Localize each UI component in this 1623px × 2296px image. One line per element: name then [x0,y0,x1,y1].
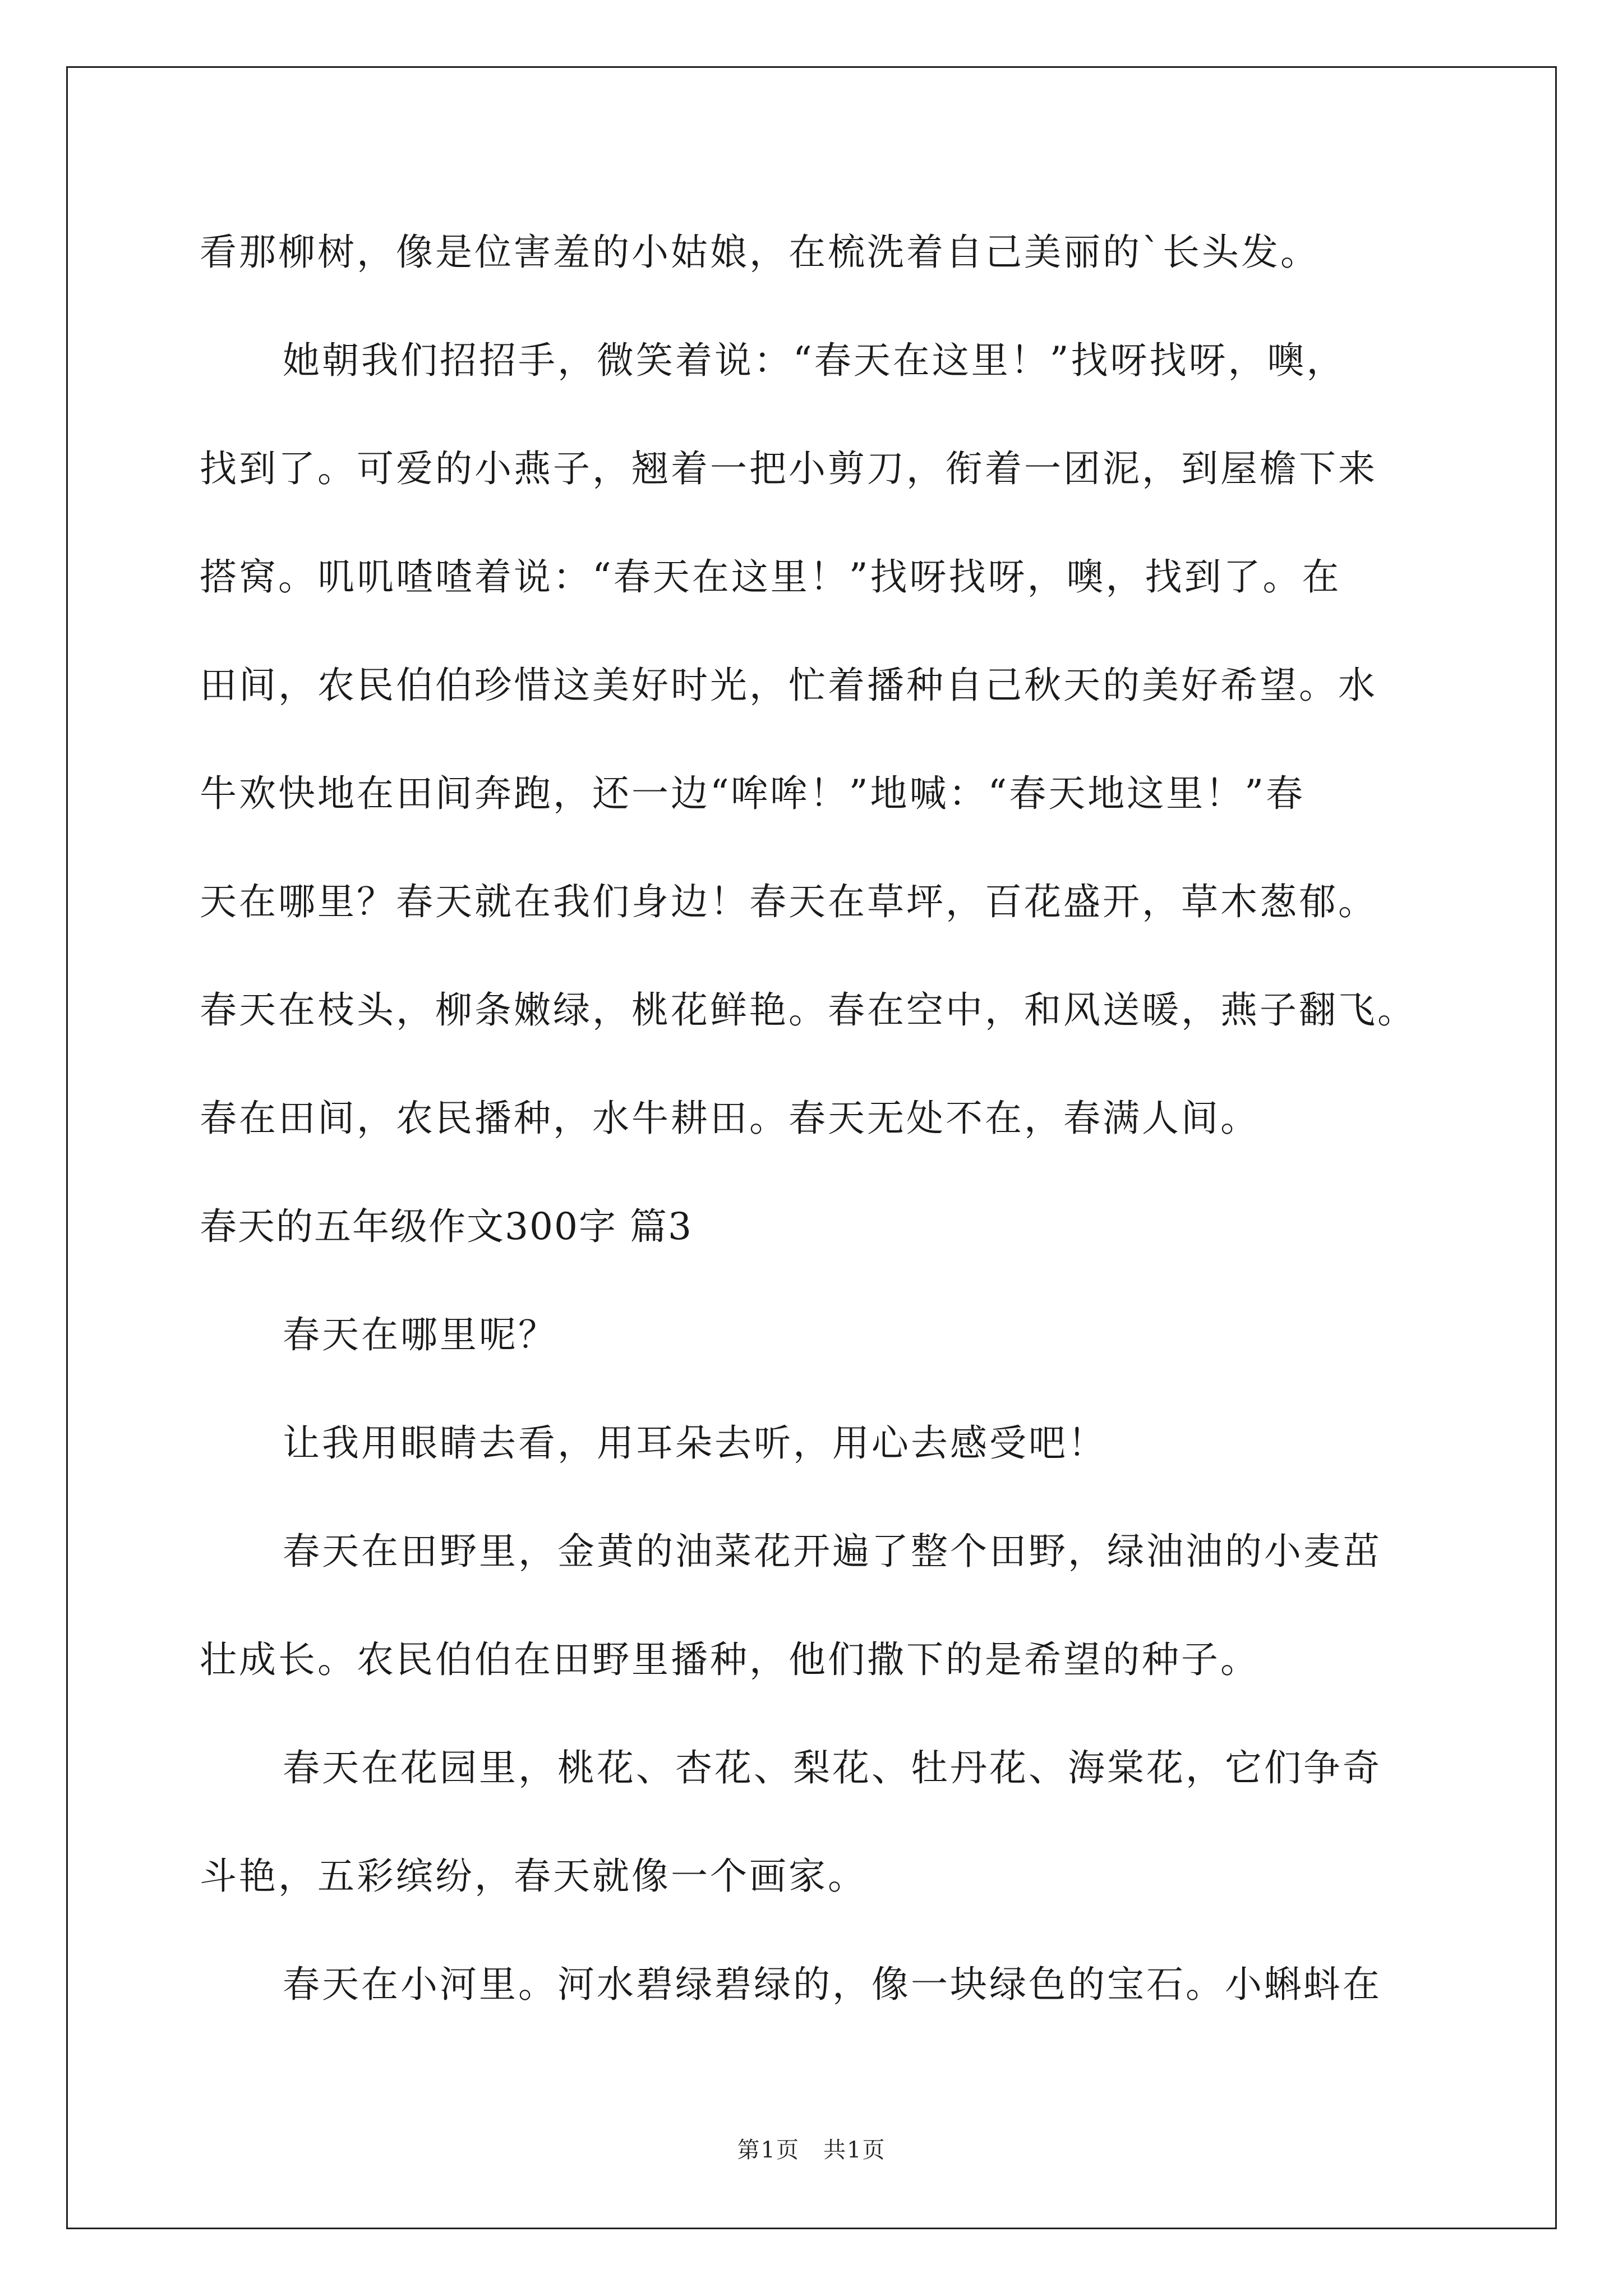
section-heading: 春天的五年级作文300字 篇3 [200,1205,693,1248]
paragraph-line: 田间，农民伯伯珍惜这美好时光，忙着播种自己秋天的美好希望。水 [200,664,1377,707]
paragraph-line: 她朝我们招招手，微笑着说：“春天在这里！”找呀找呀，噢， [283,339,1346,382]
page-footer: 第1页 共1页 [737,2137,886,2163]
paragraph-line: 春天在哪里呢？ [283,1313,557,1356]
paragraph-line: 斗艳，五彩缤纷，春天就像一个画家。 [200,1855,867,1898]
document-body [200,222,1461,2062]
paragraph-line: 天在哪里？春天就在我们身边！春天在草坪，百花盛开，草木葱郁。 [200,880,1377,923]
paragraph-line: 让我用眼睛去看，用耳朵去听，用心去感受吧！ [283,1421,1107,1465]
paragraph-line: 壮成长。农民伯伯在田野里播种，他们撒下的是希望的种子。 [200,1638,1260,1681]
paragraph-line: 春天在花园里，桃花、杏花、梨花、牡丹花、海棠花，它们争奇 [283,1746,1382,1789]
paragraph-line: 春天在枝头，柳条嫩绿，桃花鲜艳。春在空中，和风送暖，燕子翻飞。 [200,988,1417,1032]
paragraph-line: 看那柳树，像是位害羞的小姑娘，在梳洗着自己美丽的`长头发。 [200,231,1320,274]
paragraph-line: 春天在田野里，金黄的油菜花开遍了整个田野，绿油油的小麦茁 [283,1530,1382,1573]
paragraph-line: 春天在小河里。河水碧绿碧绿的，像一块绿色的宝石。小蝌蚪在 [283,1963,1382,2006]
paragraph-line: 找到了。可爱的小燕子，翘着一把小剪刀，衔着一团泥，到屋檐下来 [200,447,1377,490]
paragraph-line: 牛欢快地在田间奔跑，还一边“哞哞！”地喊：“春天地这里！”春 [200,772,1305,815]
paragraph-line: 春在田间，农民播种，水牛耕田。春天无处不在，春满人间。 [200,1097,1260,1140]
paragraph-line: 搭窝。叽叽喳喳着说：“春天在这里！”找呀找呀，噢，找到了。在 [200,555,1341,599]
